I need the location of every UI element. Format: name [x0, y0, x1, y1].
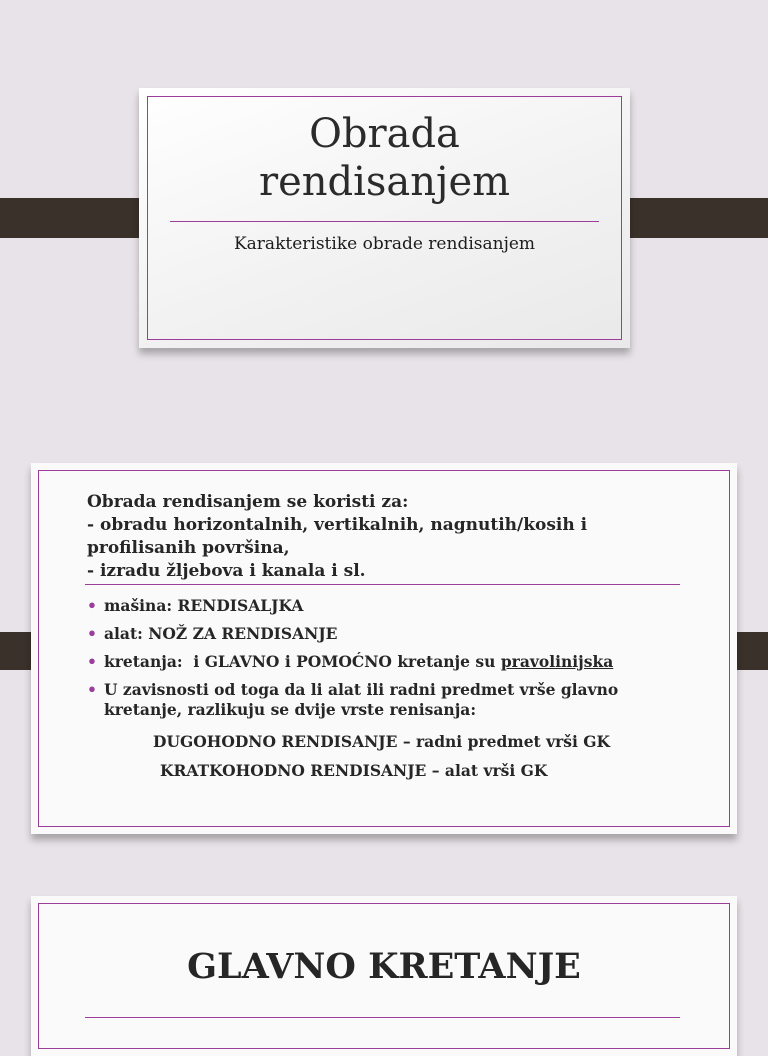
slide-content[interactable]	[31, 463, 737, 834]
sub-line-dugohodno: DUGOHODNO RENDISANJE – radni predmet vrši GK	[153, 732, 611, 751]
intro-line: Obrada rendisanjem se koristi za:	[87, 492, 409, 512]
section-title: GLAVNO KRETANJE	[187, 946, 581, 987]
slide-title[interactable]	[139, 88, 630, 348]
slide-section[interactable]	[31, 896, 737, 1056]
right-band-1	[612, 198, 768, 238]
section-divider	[85, 1017, 680, 1018]
bullet-icon: •	[87, 680, 97, 699]
list-item-text: kretanja: i GLAVNO i POMOĆNO kretanje su	[104, 652, 501, 671]
left-band-1	[0, 198, 156, 238]
slide-subtitle: Karakteristike obrade rendisanjem	[233, 234, 536, 254]
list-item-text: U zavisnosti od toga da li alat ili radni predmet vrše glavno kretanje, razlikuju se dvije vrste renisanja:	[104, 680, 619, 719]
bullet-icon: •	[87, 652, 97, 671]
bullet-icon: •	[87, 596, 97, 615]
title-line-2: rendisanjem	[258, 159, 511, 205]
list-item-text: mašina: RENDISALJKA	[104, 596, 304, 615]
bullet-icon: •	[87, 624, 97, 643]
list-item	[87, 596, 687, 616]
content-divider	[85, 584, 680, 585]
intro-text	[87, 491, 687, 583]
sub-line-kratkohodno: KRATKOHODNO RENDISANJE – alat vrši GK	[160, 761, 548, 780]
title-line-1: Obrada	[309, 111, 460, 157]
underlined-word: pravolinijska	[500, 652, 614, 671]
list-item	[87, 680, 687, 720]
intro-line: - obradu horizontalnih, vertikalnih, nagnutih/kosih i profilisanih površina,	[87, 515, 588, 558]
list-item	[87, 624, 687, 644]
title-divider	[170, 221, 599, 222]
slide-title-text	[139, 110, 630, 206]
bullet-list	[87, 596, 687, 728]
list-item	[87, 652, 687, 672]
intro-line: - izradu žljebova i kanala i sl.	[87, 561, 366, 581]
list-item-text: alat: NOŽ ZA RENDISANJE	[104, 624, 338, 643]
